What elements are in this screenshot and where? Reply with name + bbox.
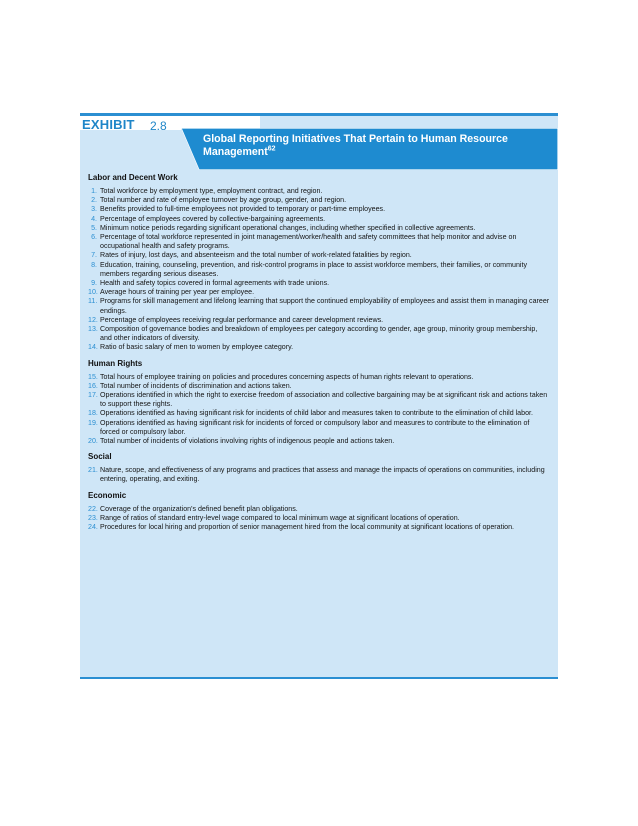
item-number: 6. bbox=[91, 233, 97, 242]
list-item bbox=[88, 523, 550, 532]
item-text: Total workforce by employment type, employment contract, and region. bbox=[100, 187, 323, 195]
item-number: 7. bbox=[91, 251, 97, 260]
exhibit-number: 2.8 bbox=[150, 119, 167, 133]
list-item bbox=[88, 215, 550, 224]
list-item bbox=[88, 224, 550, 233]
item-number: 16. bbox=[88, 381, 98, 390]
item-number: 23. bbox=[88, 513, 98, 522]
item-text: Total number and rate of employee turnover by age group, gender, and region. bbox=[100, 196, 347, 205]
list-item bbox=[88, 466, 550, 484]
exhibit-title-text: Global Reporting Initiatives That Pertain to Human Resource Management bbox=[203, 133, 508, 158]
list-item bbox=[88, 391, 550, 409]
item-text: Rates of injury, lost days, and absenteeism and the total number of work-related fatalities by region. bbox=[100, 251, 412, 260]
list-item bbox=[88, 373, 550, 382]
item-text: Coverage of the organization's defined benefit plan obligations. bbox=[100, 504, 298, 513]
item-number: 11. bbox=[88, 297, 98, 306]
item-text: Minimum notice periods regarding significant operational changes, including whether specified in collective agreements. bbox=[100, 223, 476, 232]
list-item bbox=[88, 288, 550, 297]
item-text: Education, training, counseling, prevention, and risk-control programs in place to assist workforce members, their families, or community members regarding serious diseases. bbox=[100, 260, 527, 278]
item-text: Operations identified as having significant risk for incidents of forced or compulsory labor and measures to contribute to the elimination of forced or compulsory labor. bbox=[100, 418, 530, 436]
section bbox=[88, 491, 550, 533]
list-item bbox=[88, 437, 550, 446]
item-number: 14. bbox=[88, 343, 98, 352]
item-text: Programs for skill management and lifelong learning that support the continued employability of employees and assist them in managing career endings. bbox=[100, 297, 550, 315]
list-item bbox=[88, 505, 550, 514]
list-item bbox=[88, 316, 550, 325]
title-banner bbox=[181, 128, 558, 170]
section-title: Social bbox=[88, 452, 112, 462]
section-title: Labor and Decent Work bbox=[88, 173, 178, 182]
list-item bbox=[88, 409, 550, 418]
section bbox=[88, 359, 550, 447]
item-number: 1. bbox=[91, 187, 97, 195]
item-number: 13. bbox=[88, 325, 98, 334]
list-item bbox=[88, 419, 550, 437]
item-number: 3. bbox=[91, 205, 97, 214]
section bbox=[88, 173, 550, 353]
item-number: 19. bbox=[88, 418, 98, 427]
item-text: Benefits provided to full-time employees not provided to temporary or part-time employees. bbox=[100, 205, 386, 214]
exhibit-title bbox=[203, 133, 553, 159]
section-title: Economic bbox=[88, 490, 127, 500]
section-title: Human Rights bbox=[88, 358, 143, 368]
item-number: 17. bbox=[88, 391, 98, 400]
item-number: 18. bbox=[88, 409, 98, 418]
item-text: Total hours of employee training on policies and procedures concerning aspects of human rights relevant to operations. bbox=[100, 372, 474, 381]
item-text: Range of ratios of standard entry-level wage compared to local minimum wage at significant locations of operation. bbox=[100, 513, 460, 522]
item-text: Percentage of total workforce represented in joint management/worker/health and safety committees that help monitor and advise on occupational health and safety programs. bbox=[100, 233, 517, 251]
item-number: 21. bbox=[88, 466, 98, 475]
list-item bbox=[88, 297, 550, 315]
item-text: Percentage of employees covered by collective-bargaining agreements. bbox=[100, 214, 326, 223]
item-number: 10. bbox=[88, 288, 98, 297]
list-item bbox=[88, 233, 550, 251]
item-text: Procedures for local hiring and proportion of senior management hired from the local community at significant locations of operation. bbox=[100, 523, 515, 532]
item-number: 8. bbox=[91, 260, 97, 269]
item-number: 2. bbox=[91, 196, 97, 205]
exhibit-body bbox=[88, 173, 550, 538]
title-footnote-ref: 62 bbox=[267, 145, 276, 153]
item-text: Operations identified as having significant risk for incidents of child labor and measures taken to contribute to the elimination of child labor. bbox=[100, 409, 533, 418]
exhibit-word: EXHIBIT bbox=[82, 117, 135, 132]
item-text: Total number of incidents of violations involving rights of indigenous people and actions taken. bbox=[100, 437, 395, 446]
list-item bbox=[88, 196, 550, 205]
item-text: Percentage of employees receiving regular performance and career development reviews. bbox=[100, 315, 384, 324]
item-text: Composition of governance bodies and breakdown of employees per category according to gender, age group, minority group membership, and other indicators of diversity. bbox=[100, 325, 538, 343]
list-item bbox=[88, 279, 550, 288]
list-item bbox=[88, 187, 550, 196]
item-number: 22. bbox=[88, 504, 98, 513]
item-number: 4. bbox=[91, 214, 97, 223]
list-item bbox=[88, 514, 550, 523]
item-text: Ratio of basic salary of men to women by employee category. bbox=[100, 343, 294, 352]
item-number: 5. bbox=[91, 223, 97, 232]
item-text: Operations identified in which the right to exercise freedom of association and collective bargaining may be at significant risk and actions taken to support these rights. bbox=[100, 391, 548, 409]
item-text: Average hours of training per year per employee. bbox=[100, 288, 255, 297]
item-text: Total number of incidents of discrimination and actions taken. bbox=[100, 381, 292, 390]
section bbox=[88, 452, 550, 484]
item-number: 24. bbox=[88, 523, 98, 532]
item-text: Health and safety topics covered in formal agreements with trade unions. bbox=[100, 279, 330, 288]
item-number: 20. bbox=[88, 437, 98, 446]
list-item bbox=[88, 251, 550, 260]
list-item bbox=[88, 205, 550, 214]
item-text: Nature, scope, and effectiveness of any programs and practices that assess and manage the impacts of operations on communities, including entering, operating, and exiting. bbox=[100, 466, 545, 484]
list-item bbox=[88, 325, 550, 343]
item-number: 15. bbox=[88, 372, 98, 381]
list-item bbox=[88, 261, 550, 279]
list-item bbox=[88, 382, 550, 391]
list-item bbox=[88, 343, 550, 352]
item-number: 9. bbox=[91, 279, 97, 288]
item-number: 12. bbox=[88, 315, 98, 324]
exhibit-panel bbox=[80, 113, 558, 679]
